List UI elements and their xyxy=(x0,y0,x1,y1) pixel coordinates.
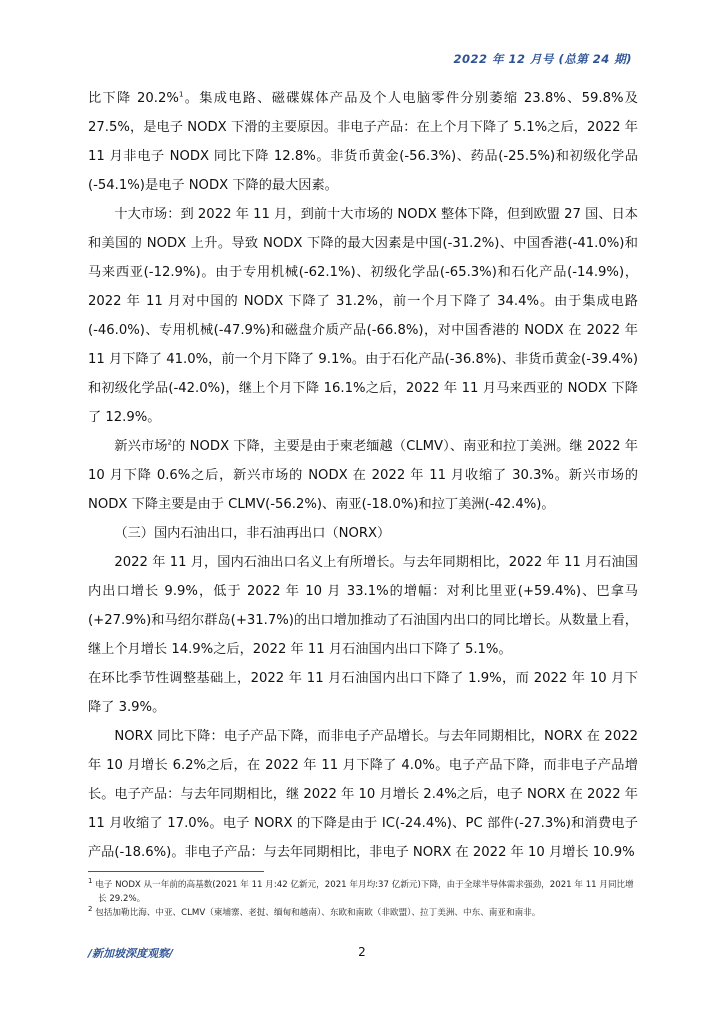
paragraph-oil-exports: 2022 年 11 月，国内石油出口名义上有所增长。与去年同期相比，2022 年 11 月石油国内出口增长 9.9%，低于 2022 年 10 月 33.1%的增幅：对利比里亚(+59.4%)、巴拿马(+27.9%)和马绍尔群岛(+31.7%)的出口增加推动了石油国内出口的同比增长。从数量上看，继上个月增长 14.9%之后，2022 年 11 月石油国内出口下降了 5.1%。 xyxy=(88,555,638,657)
paragraph-top-ten-markets: 十大市场：到 2022 年 11 月，到前十大市场的 NODX 整体下降，但到欧盟 27 国、日本和美国的 NODX 上升。导致 NODX 下降的最大因素是中国(-31.2%)、中国香港(-41.0%)和马来西亚(-12.9%)。由于专用机械(-62.1%)、初级化学品(-65.3%)和石化产品(-14.9%)，2022 年 11 月对中国的 NODX 下降了 31.2%，前一个月下降了 34.4%。由于集成电路(-46.0%)、专用机械(-47.9%)和磁盘介质产品(-66.8%)，对中国香港的 NODX 在 2022 年 11 月下降了 41.0%，前一个月下降了 9.1%。由于石化产品(-36.8%)、非货币黄金(-39.4%)和初级化学品(-42.0%)，继上个月下降 16.1%之后，2022 年 11 月马来西亚的 NODX 下降了 12.9%。 xyxy=(88,207,638,425)
paragraph-electronics-nodx xyxy=(88,84,638,200)
footnote-ref-2[interactable]: 2 xyxy=(167,438,172,447)
section-heading: （三）国内石油出口，非石油再出口（NORX） xyxy=(114,526,391,541)
footnote-1 xyxy=(88,878,638,906)
paragraph-emerging-markets xyxy=(88,432,638,519)
footnote-mark: 1 xyxy=(88,877,93,886)
footnotes xyxy=(88,878,638,920)
footnote-2 xyxy=(88,906,638,920)
footnote-mark: 2 xyxy=(88,905,93,914)
footer-brand: /新加坡深度观察/ xyxy=(88,947,174,960)
paragraph-text: 比下降 20.2% xyxy=(88,91,179,106)
footnote-text: 包括加勒比海、中亚、CLMV（柬埔寨、老挝、缅甸和越南）、东欧和南欧（非欧盟）、拉丁美洲、中东、南亚和南非。 xyxy=(95,908,541,918)
paragraph-text: 新兴市场 xyxy=(114,439,168,454)
paragraph-norx: NORX 同比下降：电子产品下降，而非电子产品增长。与去年同期相比，NORX 在 2022 年 10 月增长 6.2%之后，在 2022 年 11 月下降了 4.0%。电子产品下降，而非电子产品增长。电子产品：与去年同期相比，继 2022 年 10 月增长 2.4%之后，电子 NORX 在 2022 年 11 月收缩了 17.0%。电子 NORX 的下降是由于 IC(-24.4%)、PC 部件(-27.3%)和消费电子产品(-18.6%)。非电子产品：与去年同期相比，非电子 NORX 在 2022 年 10 月增长 10.9% xyxy=(88,729,638,860)
footnote-ref-1[interactable]: 1 xyxy=(178,90,184,99)
paragraph-text: 的 NODX 下降，主要是由于柬老缅越（CLMV）、南亚和拉丁美洲。继 2022 年 10 月下降 0.6%之后，新兴市场的 NODX 在 2022 年 11 月收缩了 30.3%。新兴市场的 NODX 下降主要是由于 CLMV(-56.2%)、南亚(-18.0%)和拉丁美洲(-42.4%)。 xyxy=(88,439,638,512)
page-number: 2 xyxy=(358,945,366,959)
footnote-text: 电子 NODX 从一年前的高基数(2021 年 11 月:42 亿新元，2021 年月均:37 亿新元)下降，由于全球半导体需求强劲，2021 年 11 月同比增长 29.2%。 xyxy=(95,880,634,904)
issue-header: 2022 年 12 月号 (总第 24 期) xyxy=(453,52,632,66)
main-content xyxy=(88,84,638,867)
footnote-divider xyxy=(88,871,264,872)
paragraph-seasonal-adjustment: 在环比季节性调整基础上，2022 年 11 月石油国内出口下降了 1.9%，而 2022 年 10 月下降了 3.9%。 xyxy=(88,671,638,715)
paragraph-text: 。集成电路、磁碟媒体产品及个人电脑零件分别萎缩 23.8%、59.8%及 27.5%，是电子 NODX 下滑的主要原因。非电子产品：在上个月下降了 5.1%之后，2022 年 11 月非电子 NODX 同比下降 12.8%。非货币黄金(-56.3%)、药品(-25.5%)和初级化学品(-54.1%)是电子 NODX 下降的最大因素。 xyxy=(88,91,638,193)
